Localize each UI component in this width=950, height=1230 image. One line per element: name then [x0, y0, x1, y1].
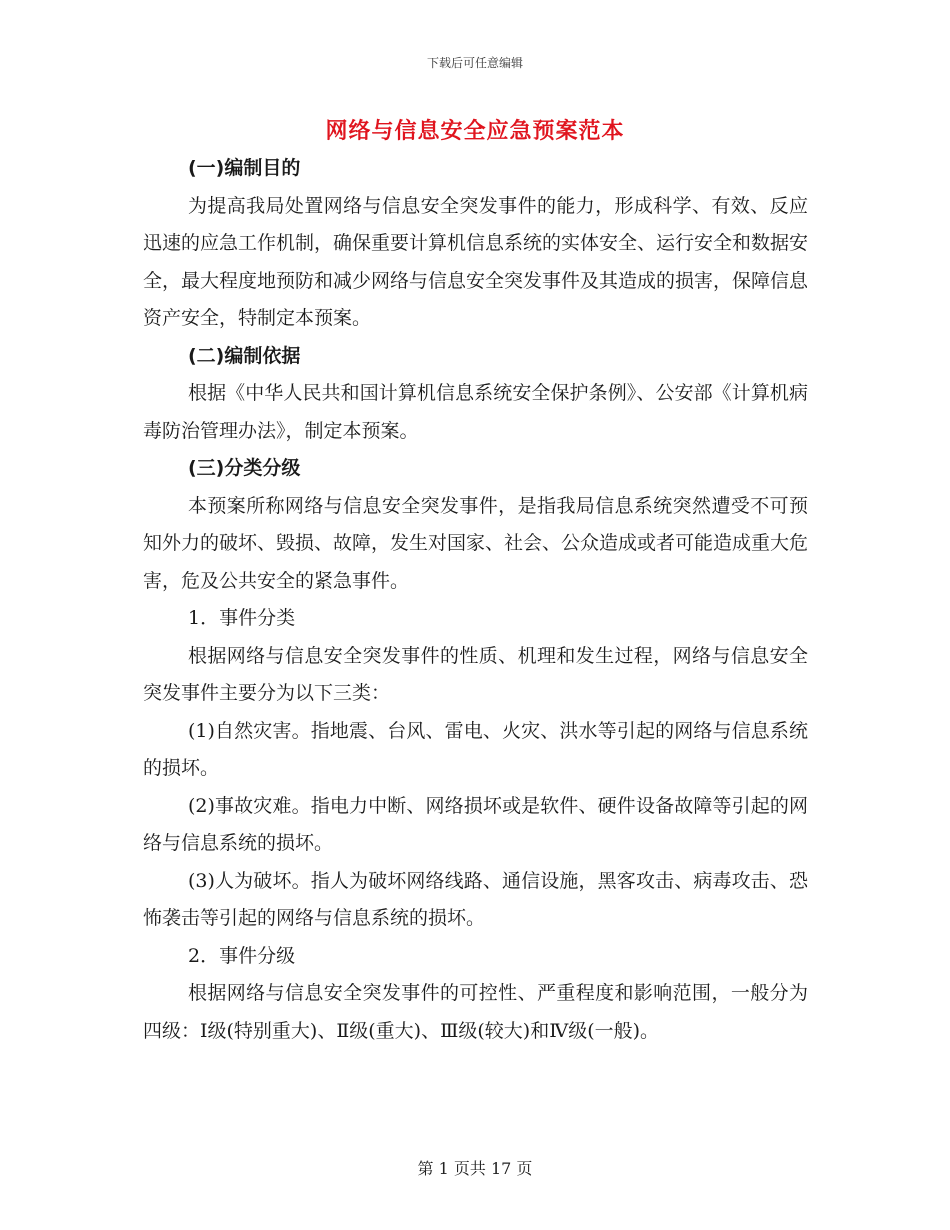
paragraph-definition: 本预案所称网络与信息安全突发事件，是指我局信息系统突然遭受不可预知外力的破坏、毁损、故障，发生对国家、社会、公众造成或者可能造成重大危害，危及公共安全的紧急事件。 — [143, 494, 809, 592]
section-heading-basis: (二)编制依据 — [188, 344, 301, 367]
paragraph-purpose: 为提高我局处置网络与信息安全突发事件的能力，形成科学、有效、反应迅速的应急工作机制，确保重要计算机信息系统的实体安全、运行安全和数据安全，最大程度地预防和减少网络与信息安全突发事件及其造成的损害，保障信息资产安全，特制定本预案。 — [143, 194, 809, 329]
paragraph-event-levels: 根据网络与信息安全突发事件的可控性、严重程度和影响范围，一般分为四级：Ⅰ级(特别重大)、Ⅱ级(重大)、Ⅲ级(较大)和Ⅳ级(一般)。 — [143, 982, 808, 1042]
document-body — [143, 150, 808, 1050]
page-footer: 第 1 页共 17 页 — [417, 1159, 533, 1178]
section-heading-classification: (三)分类分级 — [188, 457, 301, 479]
list-item-natural-disaster: (1)自然灾害。指地震、台风、雷电、火灾、洪水等引起的网络与信息系统的损坏。 — [143, 719, 808, 779]
list-item-human-damage: (3)人为破坏。指人为破坏网络线路、通信设施，黑客攻击、病毒攻击、恐怖袭击等引起的网络与信息系统的损坏。 — [143, 869, 808, 929]
paragraph-event-types: 根据网络与信息安全突发事件的性质、机理和发生过程，网络与信息安全突发事件主要分为以下三类： — [143, 644, 808, 704]
paragraph-basis: 根据《中华人民共和国计算机信息系统安全保护条例》、公安部《计算机病毒防治管理办法》，制定本预案。 — [143, 382, 808, 442]
section-heading-purpose: (一)编制目的 — [188, 157, 301, 179]
subheading-event-levels: 2．事件分级 — [188, 944, 296, 967]
header-note: 下载后可任意编辑 — [426, 56, 523, 70]
subheading-event-types: 1．事件分类 — [188, 607, 296, 629]
list-item-accident: (2)事故灾难。指电力中断、网络损坏或是软件、硬件设备故障等引起的网络与信息系统的损坏。 — [143, 794, 808, 854]
document-title: 网络与信息安全应急预案范本 — [325, 118, 625, 144]
